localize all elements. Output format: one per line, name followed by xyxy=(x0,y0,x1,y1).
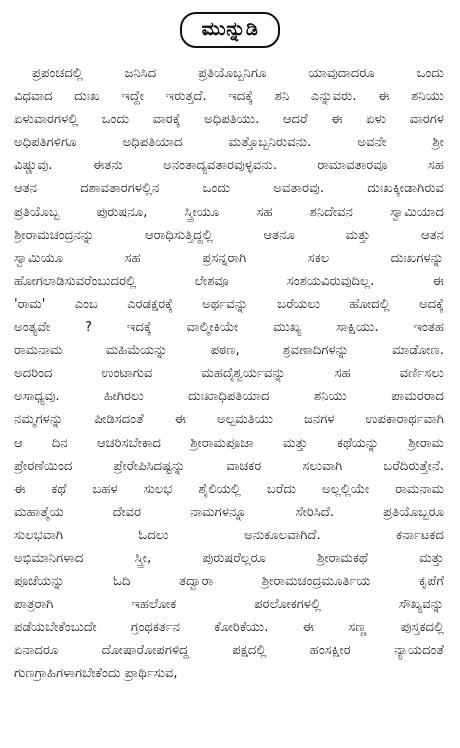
text-line: 'ರಾಮ' ಎಂಬ ಎರಡಕ್ಷರಕ್ಕೆ ಅರ್ಥವನ್ನು ಬರೆಯಲು ಹೋದಲ್ಲಿ ಅದಕ್ಕೆ xyxy=(14,296,444,312)
text-line: ಶ್ರೀರಾಮಚಂದ್ರನನ್ನು ಆರಾಧಿಸುತ್ತಿದ್ದಲ್ಲಿ ಆತನೂ ಮತ್ತು ಆತನ xyxy=(14,227,444,243)
text-line: ನಮ್ಮಗಳನ್ನು ಪೀಡಿಸದಂತೆ ಈ ಅಲ್ಪಮತಿಯು ಜನಗಳ ಉಪಕಾರಾರ್ಥವಾಗಿ xyxy=(14,412,444,428)
text-line: ಅದರಿಂದ ಉಂಟಾಗುವ ಮಹದೈಶ್ವರ್ಯವನ್ನು ಸಹ ವರ್ಣಿಸಲು xyxy=(14,366,444,382)
text-line: ಪ್ರತಿಯೊಬ್ಬ ಪುರುಷನೂ, ಸ್ತ್ರೀಯೂ ಸಹ ಶನಿದೇವನ ಸ್ವಾಮಿಯಾದ xyxy=(14,204,444,220)
text-line: ಪ್ರೇರಣೆಯಿಂದ ಪ್ರೇರೇಪಿಸಿದಷ್ಟನ್ನು ವಾಚಕರ ಸಲುವಾಗಿ ಬರೆದಿರುತ್ತೇನೆ. xyxy=(14,458,444,474)
text-line: ಏಳುವಾರಗಳಲ್ಲಿ ಒಂದು ವಾರಕ್ಕೆ ಅಧಿಪತಿಯು. ಆದರೆ ಈ ಏಳು ವಾರಗಳ xyxy=(14,112,444,128)
text-line: ಪ್ರಪಂಚದಲ್ಲಿ ಜನಿಸಿದ ಪ್ರತಿಯೊಬ್ಬನಿಗೂ ಯಾವುದಾದರೂ ಒಂದು xyxy=(32,66,444,81)
text-line: ರಾಮನಾಮ ಮಹಿಮೆಯನ್ನು ಪಠಣ, ಶ್ರವಣಾದಿಗಳನ್ನು ಮಾಡೋಣ. xyxy=(14,343,444,359)
page-title: ಮುನ್ನುಡಿ xyxy=(180,12,281,48)
text-line: ಅಂತ್ಯವೇ ? ಇದಕ್ಕೆ ವಾಲ್ಮೀಕಿಯೇ ಮುಖ್ಯ ಸಾಕ್ಷಿಯು. ಇಂತಹ xyxy=(14,320,444,336)
text-line: ಪೂಜೆಯನ್ನು ಓದಿ ತದ್ವಾರಾ ಶ್ರೀರಾಮಚಂದ್ರಮೂರ್ತಿಯ ಕೃಪೆಗೆ xyxy=(14,574,444,590)
text-line: ಪಡೆಯಬೇಕೆಂಬುದೇ ಗ್ರಂಥಕರ್ತನ ಕೋರಿಕೆಯು. ಈ ಸಣ್ಣ ಪುಸ್ತಕದಲ್ಲಿ xyxy=(14,620,444,636)
text-line: ಅಧಿಪತಿಗಳಿಗೂ ಅಧಿಪತಿಯಾದ ಮತ್ತೊಬ್ಬನಿರುವನು. ಅವನೇ ಶ್ರೀ xyxy=(14,135,444,151)
text-line: ಆತನ ದಶಾವತಾರಗಳಲ್ಲಿನ ಒಂದು ಅವತಾರವು. ದುಃಖಕ್ಕೀಡಾಗಿರುವ xyxy=(14,181,444,197)
text-line: ಈ ಕಥೆ ಬಹಳ ಸುಲಭ ಶೈಲಿಯಲ್ಲಿ ಬರೆದು ಅಲ್ಲಲ್ಲಿಯೇ ರಾಮನಾಮ xyxy=(14,481,444,497)
preface-text xyxy=(14,62,444,686)
text-line: ಹೋಗಲಾಡಿಸುವರೆಂಬುದರಲ್ಲಿ ಲೇಶವೂ ಸಂಶಯವಿರುವುದಿಲ್ಲ. ಈ xyxy=(14,273,444,289)
text-line: ಅಸಾಧ್ಯವು. ಹೀಗಿರಲು ದುಃಖಾಧಿಪತಿಯಾದ ಶನಿಯು ಪಾಮರರಾದ xyxy=(14,389,444,405)
text-line: ಅಭಿಮಾನಿಗಳಾದ ಸ್ತ್ರೀ, ಪುರುಷರೆಲ್ಲರೂ ಶ್ರೀರಾಮಕಥೆ ಮತ್ತು xyxy=(14,550,444,566)
title-area xyxy=(0,12,460,48)
text-line: ಪಾತ್ರರಾಗಿ ಇಹಲೋಕ ಪರಲೋಕಗಳಲ್ಲಿ ಸೌಖ್ಯವನ್ನು xyxy=(14,597,444,613)
text-line: ಸುಲಭವಾಗಿ ಓದಲು ಅನುಕೂಲವಾಗಿದೆ. ಕರ್ನಾಟಕದ xyxy=(14,527,444,543)
text-line: ವಿಷ್ಣುವು. ಈತನು ಅನಂತಾದ್ಯವತಾರವುಳ್ಳವನು. ರಾಮಾವತಾರವೂ ಸಹ xyxy=(14,158,444,174)
text-line: ಆ ದಿನ ಆಚರಿಸಬೇಕಾದ ಶ್ರೀರಾಮಪೂಜಾ ಮತ್ತು ಕಥೆಯನ್ನು ಶ್ರೀರಾಮ xyxy=(14,435,444,451)
text-line: ಏನಾದರೂ ದೋಷಾರೋಪಗಳಿದ್ದ ಪಕ್ಷದಲ್ಲಿ ಹಂಸಕ್ಷೀರ ನ್ಯಾಯದಂತೆ xyxy=(14,643,444,659)
text-line: ಸ್ವಾಮಿಯೂ ಸಹ ಪ್ರಸನ್ನರಾಗಿ ಸಕಲ ದುಃಖಗಳನ್ನು xyxy=(14,250,444,266)
text-line: ಮಹಾತ್ಮೆಯ ದೇವರ ನಾಮಗಳನ್ನೂ ಸೇರಿಸಿದೆ. ಪ್ರತಿಯೊಬ್ಬರೂ xyxy=(14,504,444,520)
text-line: ಗುಣಗ್ರಾಹಿಗಳಾಗಬೇಕೆಂದು ಪ್ರಾರ್ಥಿಸುವ, xyxy=(14,666,178,682)
text-line: ವಿಧವಾದ ದುಃಖ ಇದ್ದೇ ಇರುತ್ತದೆ. ಇದಕ್ಕೆ ಶನಿ ಎನ್ನುವರು. ಈ ಶನಿಯು xyxy=(14,89,444,105)
